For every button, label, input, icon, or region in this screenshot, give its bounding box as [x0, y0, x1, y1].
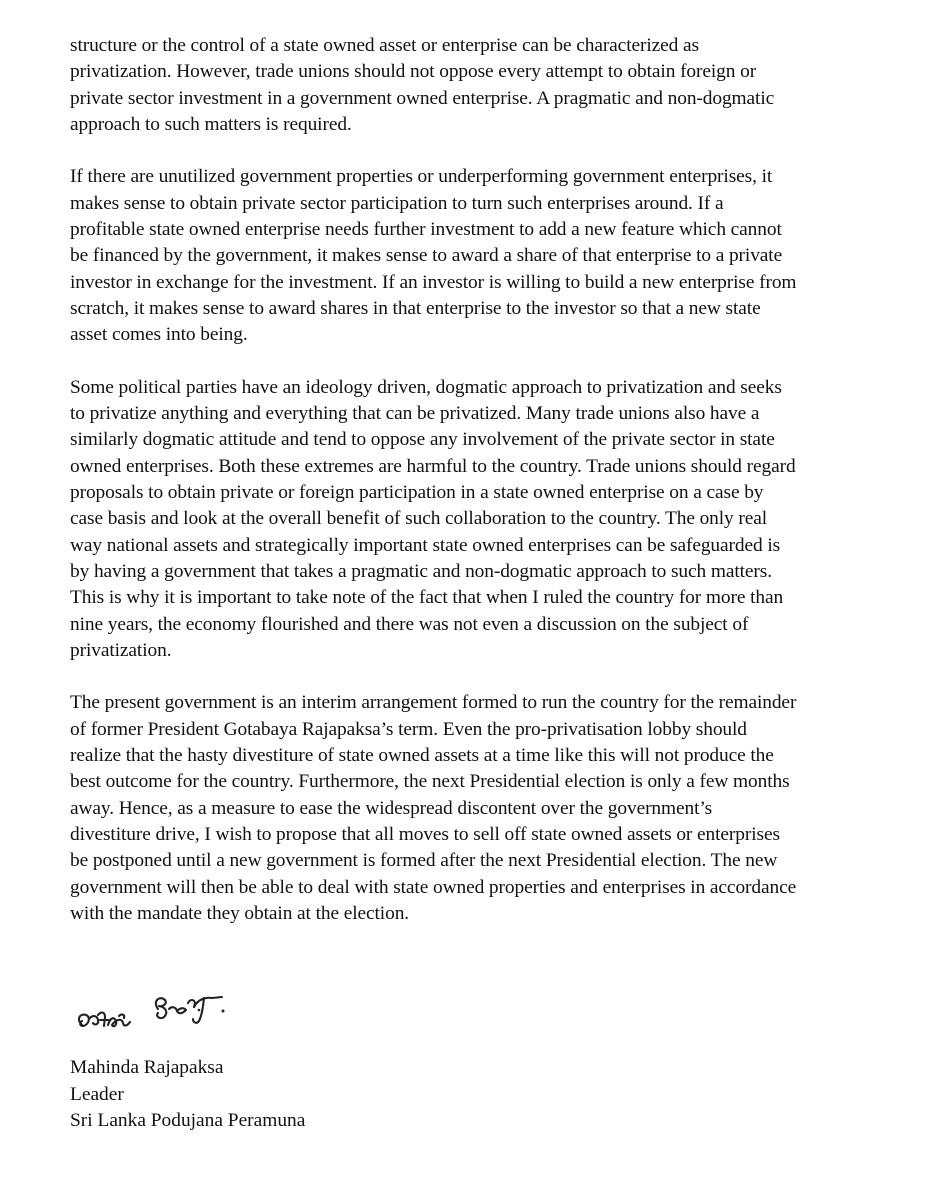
text-line: This is why it is important to take note of the fact that when I ruled the country for more than — [70, 587, 784, 609]
handwritten-signature — [72, 985, 247, 1040]
paragraph-2 — [70, 164, 878, 348]
text-line: to privatize anything and everything that can be privatized. Many trade unions also have a — [70, 403, 760, 425]
text-line: Some political parties have an ideology driven, dogmatic approach to privatization and seeks — [70, 376, 782, 398]
text-line: approach to such matters is required. — [70, 113, 352, 135]
text-line: away. Hence, as a measure to ease the widespread discontent over the government’s — [70, 797, 713, 819]
text-line: scratch, it makes sense to award shares in that enterprise to the investor so that a new state — [70, 297, 761, 319]
text-line: divestiture drive, I wish to propose that all moves to sell off state owned assets or enterprises — [70, 823, 780, 845]
text-line: privatization. — [70, 639, 172, 661]
signatory-title: Leader — [70, 1083, 124, 1105]
text-line: asset comes into being. — [70, 324, 248, 346]
paragraph-3 — [70, 375, 878, 664]
text-line: similarly dogmatic attitude and tend to oppose any involvement of the private sector in state — [70, 429, 775, 451]
text-line: The present government is an interim arrangement formed to run the country for the remainder — [70, 692, 797, 714]
paragraph-1 — [70, 33, 878, 138]
text-line: realize that the hasty divestiture of state owned assets at a time like this will not produce the — [70, 745, 774, 767]
signatory-organization: Sri Lanka Podujana Peramuna — [70, 1110, 306, 1131]
text-line: makes sense to obtain private sector participation to turn such enterprises around. If a — [70, 192, 724, 214]
text-line: private sector investment in a government owned enterprise. A pragmatic and non-dogmatic — [70, 87, 775, 109]
text-line: structure or the control of a state owned asset or enterprise can be characterized as — [70, 35, 699, 56]
signatory-name: Mahinda Rajapaksa — [70, 1057, 224, 1078]
text-line: investor in exchange for the investment. If an investor is willing to build a new enterprise from — [70, 271, 797, 293]
text-line: by having a government that takes a pragmatic and non-dogmatic approach to such matters. — [70, 560, 772, 582]
text-line: nine years, the economy flourished and there was not even a discussion on the subject of — [70, 613, 749, 635]
text-line: be financed by the government, it makes sense to award a share of that enterprise to a private — [70, 245, 783, 267]
text-line: way national assets and strategically important state owned enterprises can be safeguarded is — [70, 534, 781, 556]
signature-block — [70, 1055, 305, 1135]
text-line: profitable state owned enterprise needs further investment to add a new feature which cannot — [70, 219, 782, 241]
text-line: best outcome for the country. Furthermore, the next Presidential election is only a few months — [70, 771, 790, 793]
text-line: be postponed until a new government is formed after the next Presidential election. The new — [70, 850, 778, 872]
text-line: privatization. However, trade unions should not oppose every attempt to obtain foreign or — [70, 61, 757, 83]
text-line: proposals to obtain private or foreign participation in a state owned enterprise on a case by — [70, 482, 764, 504]
text-line: case basis and look at the overall benefit of such collaboration to the country. The only real — [70, 508, 768, 530]
text-line: If there are unutilized government properties or underperforming government enterprises, it — [70, 166, 773, 188]
paragraph-4 — [70, 690, 878, 927]
letter-body — [70, 33, 878, 953]
text-line: government will then be able to deal with state owned properties and enterprises in accordance — [70, 876, 797, 898]
text-line: with the mandate they obtain at the election. — [70, 902, 410, 924]
text-line: owned enterprises. Both these extremes are harmful to the country. Trade unions should regard — [70, 455, 796, 477]
text-line: of former President Gotabaya Rajapaksa’s term. Even the pro-privatisation lobby should — [70, 718, 747, 740]
